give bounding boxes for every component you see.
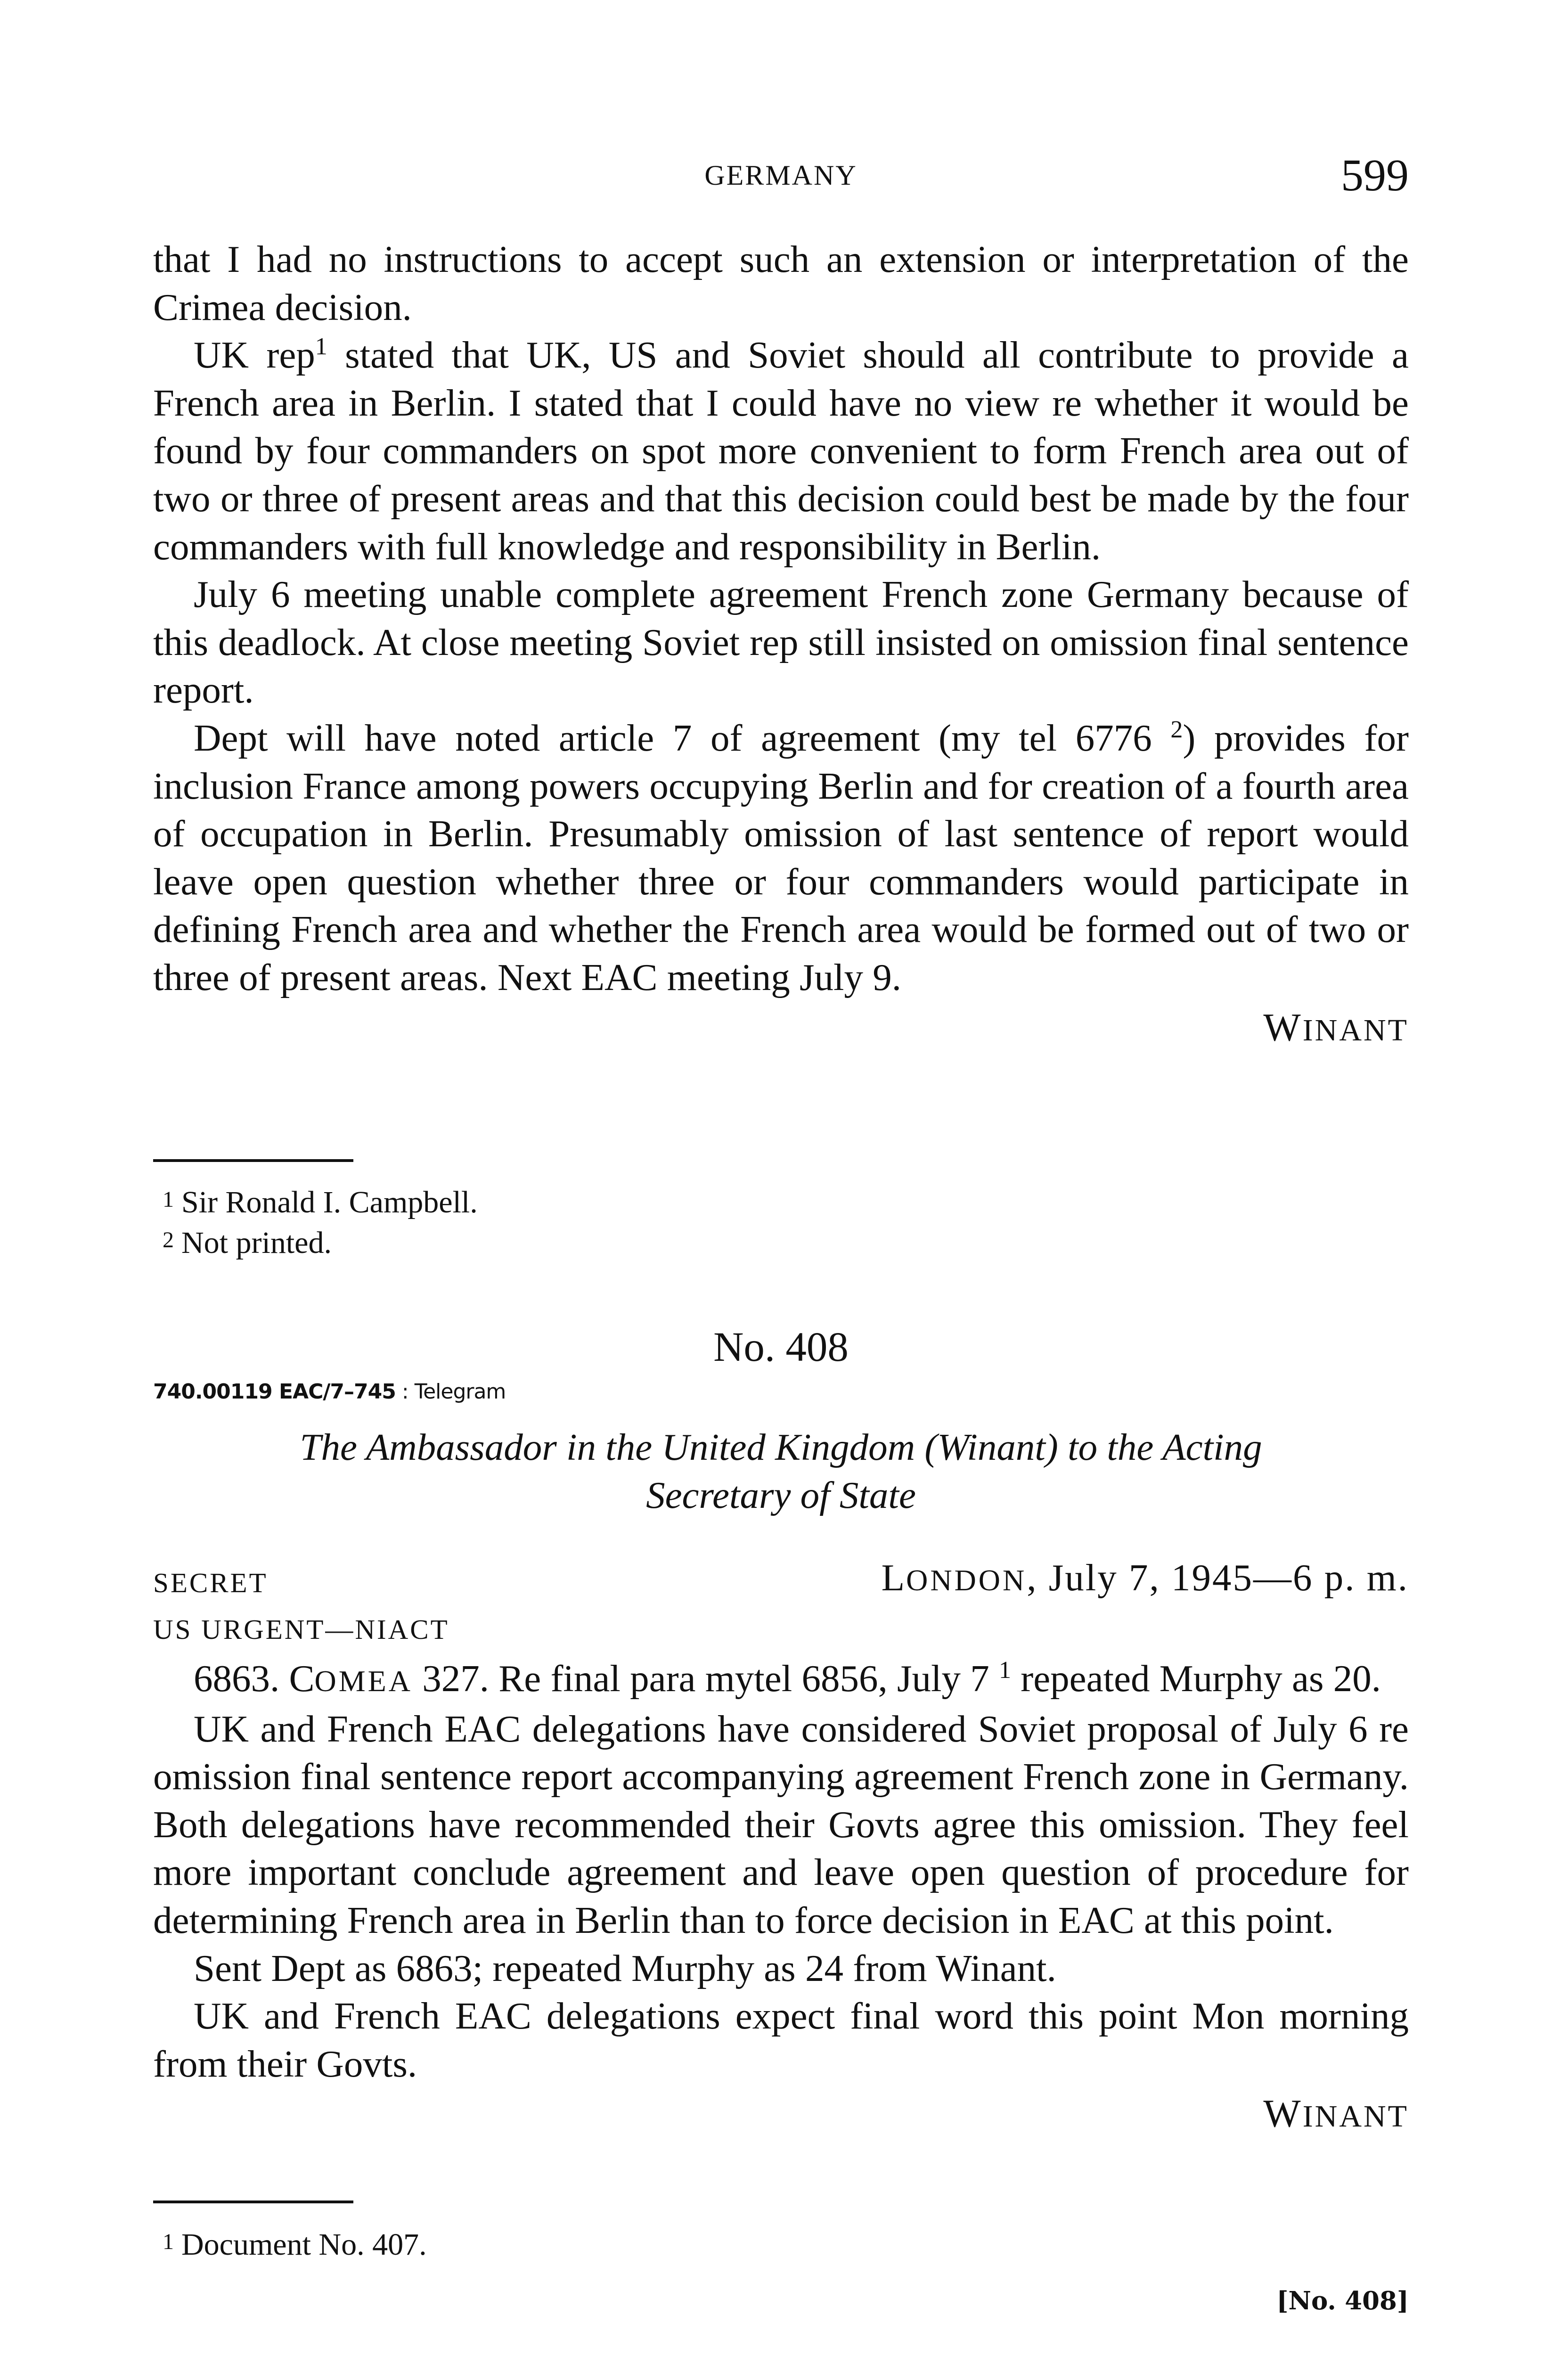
document-number: No. 408 [713,1324,849,1370]
footnote-408-1-text: Document No. 407. [181,2227,427,2262]
document-bracket-reference: [No. 408] [1276,2286,1409,2315]
doc407-signature-initial: W [1263,1005,1303,1049]
doc407-p4-rest: ) provides for inclusion France among powers occupying Berlin and for creation of a fourth area of occupation in Berlin. Presumably omission of last sentence of report would leave open question whether three or four commanders would participate in defining French area and whether the French area would be formed out of two or three of present areas. Next EAC meeting July 9. [153,716,1409,998]
doc408-signature-initial: W [1263,2092,1303,2136]
doc407-body [153,236,1409,1050]
classification-label: SECRET [153,1567,268,1598]
page-number: 599 [1341,150,1409,200]
file-reference-type: : Telegram [395,1380,506,1404]
document-heading-line-2: Secretary of State [646,1474,916,1516]
footnote-ref-1: 1 [315,333,327,360]
footnote-2 [153,1221,1409,1262]
doc407-signature-rest: INANT [1302,1013,1409,1047]
dateline [882,1556,1409,1600]
running-head [153,149,1409,201]
doc407-signature [153,1005,1409,1050]
doc408-p1-rest: repeated Murphy as 20. [1011,1657,1381,1700]
doc408-p1-number: 6863. [194,1657,289,1700]
footnote-2-mark: 2 [163,1227,174,1252]
doc407-p2-start: UK rep [194,334,315,376]
doc408-footnotes [153,2223,1409,2264]
footnote-408-1 [153,2223,1409,2264]
doc408-paragraph-2: UK and French EAC delegations have considered Soviet proposal of July 6 re omission final sentence report accompanying agreement French zone in Germany. Both delegations have recommended their Govts agree this omission. They feel more important conclude agreement and leave open question of procedure for determining French area in Berlin than to force decision in EAC at this point. [153,1707,1409,1941]
footnote-2-text: Not printed. [181,1226,332,1260]
doc407-paragraph-3: July 6 meeting unable complete agreement French zone Germany because of this deadlock. At close meeting Soviet rep still insisted on omission final sentence report. [153,573,1409,712]
doc408-paragraph-1 [153,1655,1409,1705]
doc408-p1-comea-initial: C [289,1657,315,1700]
document-heading-line-1: The Ambassador in the United Kingdom (Winant) to the Acting [300,1426,1262,1468]
footnote-ref-1b: 1 [999,1657,1011,1684]
document-heading [153,1423,1409,1519]
dateline-place-initial: L [881,1556,906,1599]
doc408-signature-rest: INANT [1302,2099,1409,2134]
doc407-footnotes [153,1181,1409,1262]
file-reference-number: 740.00119 EAC/7–745 [153,1380,396,1404]
precedence-label: US URGENT—NIACT [153,1614,449,1645]
running-title: GERMANY [704,160,858,191]
file-reference [153,1380,506,1404]
doc407-paragraph-4 [153,714,1409,1002]
footnote-1 [153,1181,1409,1221]
doc407-p4-start: Dept will have noted article 7 of agreement (my tel 6776 [194,716,1171,759]
footnote-rule [153,1159,353,1162]
footnote-408-1-mark: 1 [163,2229,174,2254]
footnote-1-text: Sir Ronald I. Campbell. [181,1185,478,1219]
footnote-ref-2: 2 [1170,716,1183,743]
footnote-1-mark: 1 [163,1187,174,1212]
doc408-paragraph-3: Sent Dept as 6863; repeated Murphy as 24 from Winant. [194,1947,1056,1989]
document-page [153,0,1409,2356]
doc408-p1-comea-rest: OMEA [314,1664,413,1698]
doc407-paragraph-1: that I had no instructions to accept such an extension or interpretation of the Crimea decision. [153,238,1409,328]
doc408-paragraph-4: UK and French EAC delegations expect final word this point Mon morning from their Govts. [153,1995,1409,2085]
doc408-body [153,1655,1409,2136]
footnote-rule-2 [153,2201,353,2203]
doc408-p1-start: 327. Re final para mytel 6856, July 7 [412,1657,999,1700]
doc407-p2-rest: stated that UK, US and Soviet should all contribute to provide a French area in Berlin. I stated that I could have no view re whether it would be found by four commanders on spot more convenient to form French area out of two or three of present areas and that this decision could best be made by the four commanders with full knowledge and responsibility in Berlin. [153,334,1409,568]
doc408-signature [153,2091,1409,2136]
doc407-paragraph-2 [153,331,1409,571]
dateline-date: , July 7, 1945—6 p. m. [1027,1556,1409,1599]
dateline-place-rest: ONDON [906,1563,1027,1597]
